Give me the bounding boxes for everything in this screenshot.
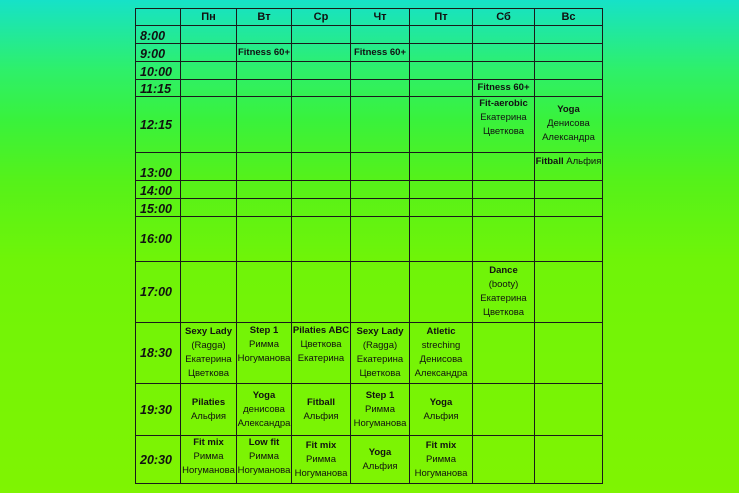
- instructor-name: Денисова Александра: [414, 354, 468, 379]
- class-cell: [237, 44, 292, 62]
- schedule-cell: [351, 199, 410, 217]
- schedule-cell: [292, 153, 351, 181]
- schedule-cell: [473, 199, 535, 217]
- class-name: Fitness 60+: [477, 82, 530, 93]
- schedule-cell: [535, 80, 603, 97]
- time-label: 13:00: [136, 153, 181, 181]
- schedule-cell: [410, 62, 473, 80]
- schedule-cell: [292, 217, 351, 262]
- schedule-cell: [535, 217, 603, 262]
- time-row: [136, 199, 603, 217]
- class-name: Fitness 60+: [237, 46, 290, 58]
- time-row: [136, 153, 603, 181]
- schedule-cell: [351, 62, 410, 80]
- schedule-cell: [237, 181, 292, 199]
- class-subtitle: (Ragga): [362, 340, 398, 351]
- time-label: 9:00: [136, 44, 181, 62]
- schedule-cell: [292, 97, 351, 153]
- class-cell: [237, 323, 292, 384]
- instructor-name: Римма Ногуманова: [237, 451, 291, 476]
- time-row: [136, 62, 603, 80]
- time-label: 11:15: [136, 80, 181, 97]
- time-row: [136, 26, 603, 44]
- class-cell: [473, 80, 535, 97]
- schedule-cell: [410, 44, 473, 62]
- schedule-cell: [535, 26, 603, 44]
- schedule-cell: [237, 199, 292, 217]
- class-name: Fit-aerobic: [479, 98, 528, 109]
- schedule-table: [135, 8, 603, 484]
- schedule-cell: [292, 80, 351, 97]
- schedule-cell: [410, 217, 473, 262]
- class-name: Atletic: [426, 326, 456, 337]
- class-cell: [473, 97, 535, 153]
- class-name: Pilaties ABC: [292, 325, 350, 336]
- schedule-cell: [292, 199, 351, 217]
- schedule-cell: [292, 262, 351, 323]
- class-cell: [181, 323, 237, 384]
- instructor-name: Альфия: [566, 156, 602, 167]
- schedule-cell: [410, 26, 473, 44]
- schedule-cell: [473, 436, 535, 484]
- schedule-cell: [410, 181, 473, 199]
- class-cell: [535, 153, 603, 181]
- instructor-name: Римма Ногуманова: [237, 339, 291, 364]
- schedule-cell: [351, 262, 410, 323]
- schedule-cell: [181, 199, 237, 217]
- schedule-cell: [237, 97, 292, 153]
- day-header: Пт: [410, 9, 473, 26]
- class-name: Fit mix: [193, 437, 224, 448]
- class-cell: [473, 262, 535, 323]
- schedule-cell: [473, 44, 535, 62]
- class-name: Yoga: [557, 104, 580, 115]
- schedule-cell: [181, 153, 237, 181]
- class-name: Yoga: [429, 396, 453, 408]
- time-row: [136, 181, 603, 199]
- instructor-name: Римма Ногуманова: [182, 451, 235, 476]
- class-cell: [292, 323, 351, 384]
- schedule-cell: [237, 262, 292, 323]
- schedule-cell: [535, 199, 603, 217]
- schedule-cell: [410, 262, 473, 323]
- schedule-cell: [181, 62, 237, 80]
- schedule-cell: [410, 97, 473, 153]
- class-name: Step 1: [249, 325, 279, 336]
- schedule-cell: [351, 26, 410, 44]
- instructor-name: Екатерина Цветкова: [480, 112, 527, 137]
- schedule-cell: [535, 384, 603, 436]
- instructor-name: Римма Ногуманова: [353, 403, 407, 429]
- time-row: [136, 436, 603, 484]
- class-cell: [351, 436, 410, 484]
- schedule-cell: [473, 323, 535, 384]
- class-cell: [410, 323, 473, 384]
- time-label: 10:00: [136, 62, 181, 80]
- schedule-cell: [237, 80, 292, 97]
- instructor-name: Альфия: [190, 410, 227, 422]
- time-label: 8:00: [136, 26, 181, 44]
- day-header: Пн: [181, 9, 237, 26]
- instructor-name: Екатерина Цветкова: [185, 354, 232, 379]
- time-label: 15:00: [136, 199, 181, 217]
- instructor-name: Римма Ногуманова: [414, 453, 468, 479]
- instructor-name: Альфия: [423, 410, 459, 422]
- class-cell: [292, 384, 351, 436]
- schedule-cell: [535, 436, 603, 484]
- time-label: 18:30: [136, 323, 181, 384]
- time-row: [136, 97, 603, 153]
- schedule-cell: [473, 217, 535, 262]
- class-cell: [181, 384, 237, 436]
- schedule-cell: [535, 62, 603, 80]
- schedule-cell: [410, 199, 473, 217]
- time-label: 14:00: [136, 181, 181, 199]
- schedule-cell: [410, 80, 473, 97]
- class-name: Fit mix: [305, 439, 337, 451]
- time-row: [136, 323, 603, 384]
- instructor-name: Альфия: [362, 460, 398, 472]
- schedule-cell: [181, 217, 237, 262]
- schedule-cell: [473, 153, 535, 181]
- time-label: 19:30: [136, 384, 181, 436]
- class-name: Low fit: [248, 437, 280, 448]
- class-cell: [410, 384, 473, 436]
- class-name: Fitball: [535, 156, 564, 167]
- class-cell: [351, 323, 410, 384]
- schedule-cell: [181, 44, 237, 62]
- class-name: Sexy Lady: [356, 326, 404, 337]
- schedule-cell: [535, 181, 603, 199]
- schedule-cell: [473, 181, 535, 199]
- class-subtitle: (booty): [488, 279, 519, 290]
- class-cell: [535, 97, 603, 153]
- instructor-name: Альфия: [303, 410, 339, 422]
- schedule-cell: [292, 44, 351, 62]
- schedule-cell: [237, 26, 292, 44]
- day-header: Вс: [535, 9, 603, 26]
- class-cell: [237, 436, 292, 484]
- class-cell: [351, 384, 410, 436]
- time-row: [136, 262, 603, 323]
- schedule-cell: [351, 97, 410, 153]
- corner-cell: [136, 9, 181, 26]
- class-name: Sexy Lady: [185, 326, 232, 337]
- schedule-cell: [181, 26, 237, 44]
- day-header: Ср: [292, 9, 351, 26]
- time-row: [136, 217, 603, 262]
- day-header: Чт: [351, 9, 410, 26]
- schedule-cell: [292, 26, 351, 44]
- schedule-cell: [237, 153, 292, 181]
- instructor-name: Екатерина Цветкова: [480, 293, 527, 318]
- day-header: Вт: [237, 9, 292, 26]
- time-label: 12:15: [136, 97, 181, 153]
- schedule-cell: [181, 262, 237, 323]
- class-cell: [292, 436, 351, 484]
- schedule-cell: [473, 26, 535, 44]
- schedule-cell: [473, 384, 535, 436]
- schedule-cell: [351, 181, 410, 199]
- instructor-name: денисова Александра: [237, 403, 291, 429]
- schedule-cell: [237, 217, 292, 262]
- class-cell: [410, 436, 473, 484]
- schedule-cell: [410, 153, 473, 181]
- schedule-cell: [181, 181, 237, 199]
- class-cell: [351, 44, 410, 62]
- class-name: Dance: [489, 265, 518, 276]
- time-label: 16:00: [136, 217, 181, 262]
- schedule-cell: [473, 62, 535, 80]
- schedule-cell: [535, 44, 603, 62]
- day-header: Сб: [473, 9, 535, 26]
- class-name: Fitness 60+: [353, 46, 406, 58]
- schedule-cell: [181, 97, 237, 153]
- instructor-name: Екатерина Цветкова: [356, 354, 404, 379]
- schedule-cell: [292, 62, 351, 80]
- schedule-cell: [237, 62, 292, 80]
- time-label: 17:00: [136, 262, 181, 323]
- time-row: [136, 80, 603, 97]
- class-name: Fit mix: [425, 439, 457, 451]
- instructor-name: Римма Ногуманова: [294, 453, 348, 479]
- schedule-cell: [351, 153, 410, 181]
- instructor-name: Цветкова Екатерина: [297, 339, 345, 364]
- class-name: Fitball: [307, 396, 335, 408]
- class-subtitle: streching: [421, 340, 461, 351]
- schedule-cell: [535, 323, 603, 384]
- schedule-cell: [351, 80, 410, 97]
- schedule-cell: [351, 217, 410, 262]
- header-row: [136, 9, 603, 26]
- class-cell: [237, 384, 292, 436]
- time-label: 20:30: [136, 436, 181, 484]
- class-subtitle: (Ragga): [191, 340, 226, 351]
- class-name: Pilaties: [191, 396, 226, 408]
- schedule-cell: [181, 80, 237, 97]
- schedule-cell: [535, 262, 603, 323]
- time-row: [136, 384, 603, 436]
- class-name: Yoga: [252, 389, 276, 401]
- schedule-cell: [292, 181, 351, 199]
- class-name: Step 1: [365, 389, 395, 401]
- class-cell: [181, 436, 237, 484]
- class-name: Yoga: [368, 446, 392, 458]
- instructor-name: Денисова Александра: [542, 118, 595, 143]
- time-row: [136, 44, 603, 62]
